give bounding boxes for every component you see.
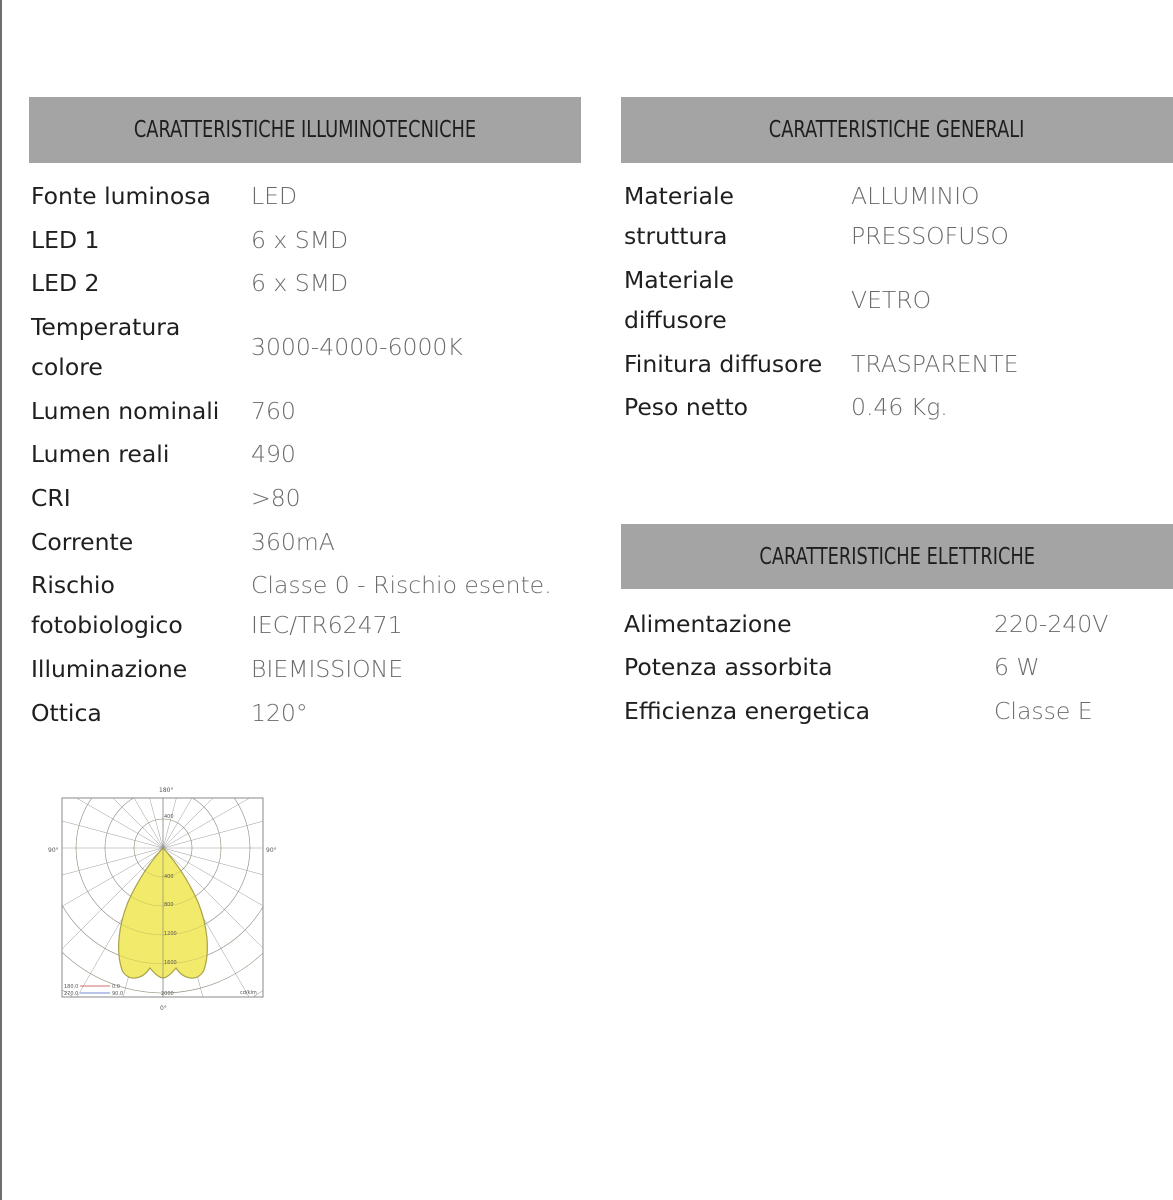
spec-value: ALLUMINIO (851, 182, 980, 210)
unit-label: cd/klm (240, 990, 257, 996)
spec-value: 6 W (994, 653, 1040, 681)
spec-value: 760 (251, 397, 296, 425)
spec-value: PRESSOFUSO (851, 222, 1009, 250)
spec-label: Temperatura (31, 313, 181, 341)
spec-value: TRASPARENTE (851, 350, 1019, 378)
radial-label: 400 (164, 874, 174, 880)
spec-label: Ottica (31, 699, 102, 727)
spec-label: Illuminazione (31, 655, 188, 683)
spec-label: Alimentazione (624, 610, 792, 638)
spec-value: 360mA (251, 528, 335, 556)
spec-value: 3000-4000-6000K (251, 333, 463, 361)
radial-label: 800 (164, 902, 174, 908)
legend-plane: 180.0 (64, 984, 79, 990)
spec-label: struttura (624, 222, 728, 250)
spec-value: LED (251, 182, 298, 210)
header-title: CARATTERISTICHE ELETTRICHE (759, 543, 1035, 570)
legend-value: 0.0 (112, 984, 120, 990)
spec-label: Corrente (31, 528, 134, 556)
angle-left-label: 90° (48, 847, 59, 854)
spec-label: CRI (31, 484, 71, 512)
polar-grid-ray (40, 782, 163, 848)
spec-value: VETRO (851, 286, 932, 314)
radial-label: 2000 (161, 991, 174, 997)
spec-value: 6 x SMD (251, 269, 349, 297)
spec-value: 6 x SMD (251, 226, 349, 254)
angle-top-label: 180° (159, 787, 174, 794)
spec-label: Materiale (624, 266, 734, 294)
spec-value: Classe E (994, 697, 1093, 725)
spec-value: IEC/TR62471 (251, 611, 403, 639)
spec-label: LED 2 (31, 269, 100, 297)
spec-value: 490 (251, 440, 296, 468)
polar-grid-ray (40, 782, 163, 848)
header-caratteristiche-illuminotecniche (29, 97, 581, 163)
spec-label: Finitura diffusore (624, 350, 823, 378)
legend-value: 90.0 (112, 991, 124, 997)
spec-label: Potenza assorbita (624, 653, 833, 681)
polar-grid-ray (40, 782, 163, 848)
spec-value: 0.46 Kg. (851, 393, 948, 421)
header-caratteristiche-elettriche (621, 524, 1173, 589)
spec-label: LED 1 (31, 226, 100, 254)
radial-label: 400 (164, 814, 174, 820)
photometric-diagram (40, 782, 280, 1017)
photometric-polar-chart (40, 782, 280, 1017)
spec-label: Efficienza energetica (624, 697, 871, 725)
spec-label: Materiale (624, 182, 734, 210)
spec-label: Rischio (31, 571, 115, 599)
polar-grid-ray (40, 782, 163, 848)
radial-label: 1600 (164, 960, 177, 966)
spec-label: Lumen nominali (31, 397, 220, 425)
angle-right-label: 90° (266, 847, 277, 854)
spec-value: Classe 0 - Rischio esente. (251, 571, 552, 599)
spec-label: fotobiologico (31, 611, 183, 639)
legend-plane: 270.0 (64, 991, 79, 997)
spec-value: 220-240V (994, 610, 1109, 638)
spec-value: >80 (251, 484, 301, 512)
header-title: CARATTERISTICHE ILLUMINOTECNICHE (133, 117, 477, 143)
page-left-border (0, 0, 2, 1200)
spec-label: diffusore (624, 306, 727, 334)
spec-label: Peso netto (624, 393, 749, 421)
spec-label: Lumen reali (31, 440, 170, 468)
angle-bottom-label: 0° (160, 1005, 167, 1012)
spec-label: colore (31, 353, 103, 381)
spec-value: 120° (251, 699, 308, 727)
header-title: CARATTERISTICHE GENERALI (769, 117, 1025, 143)
radial-label: 1200 (164, 931, 177, 937)
header-caratteristiche-generali (621, 97, 1173, 163)
spec-value: BIEMISSIONE (251, 655, 404, 683)
spec-label: Fonte luminosa (31, 182, 211, 210)
polar-grid-ray (163, 782, 280, 848)
